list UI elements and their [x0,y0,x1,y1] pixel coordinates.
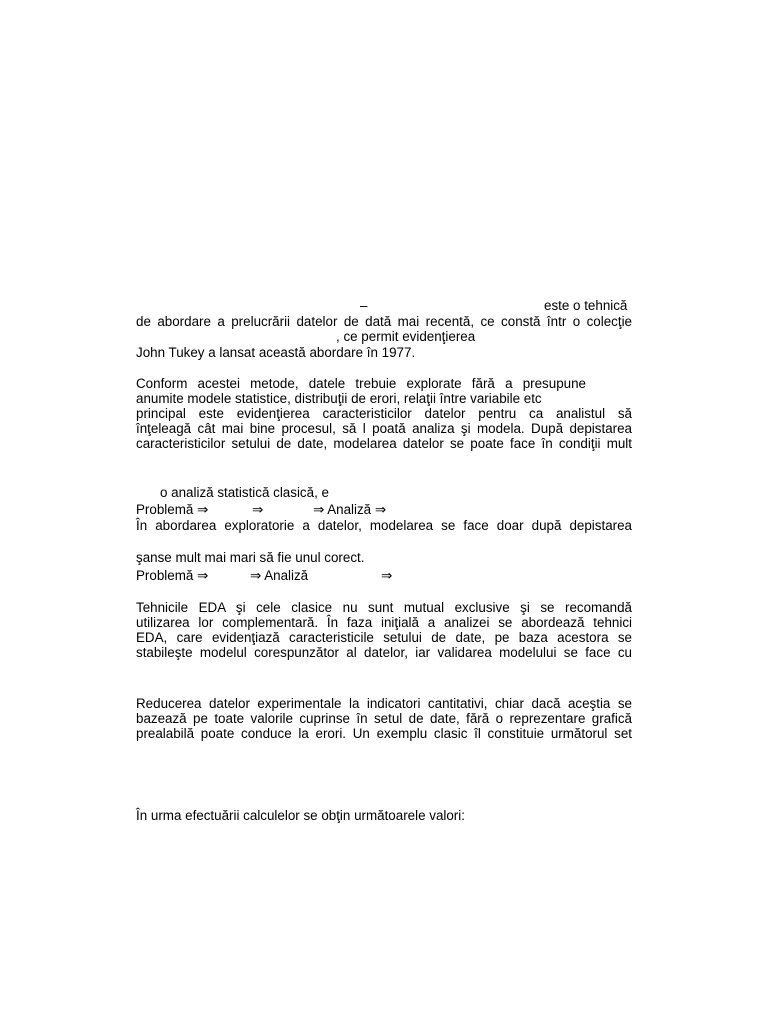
intro-line-3: , ce permit evidenţierea [336,329,476,344]
flow-analiza: ⇒ Analiză ⇒ [313,502,387,517]
dash-text: – [360,298,368,313]
eda-line-2: utilizarea lor complementară. În faza iniţială a analizei se abordează tehnici [136,615,632,630]
chances-line: şanse mult mai mari să fie unul corect. [136,550,365,565]
method-line-5: caracteristicilor setului de date, modelarea datelor se poate face în condiţii mult [136,436,632,451]
flow2-analiza: ⇒ Analiză [250,568,309,583]
eda-line-4: stabileşte modelul corespunzător al datelor, iar validarea modelului se face cu [136,645,632,660]
flow-arrow: ⇒ [252,502,264,517]
reduction-line-2: bazează pe toate valorile cuprinse în setul de date, fără o reprezentare grafică [136,711,632,726]
exploratory-line: În abordarea exploratorie a datelor, modelarea se face doar după depistarea [136,518,632,533]
classic-analysis-line: o analiză statistică clasică, e [160,485,329,500]
eda-line-3: EDA, care evidenţiază caracteristicile setului de date, pe baza acestora se [136,630,632,645]
reduction-line-1: Reducerea datelor experimentale la indicatori cantitativi, chiar dacă aceştia se [136,696,632,711]
results-line: În urma efectuării calculelor se obţin următoarele valori: [136,808,465,823]
eda-line-1: Tehnicile EDA şi cele clasice nu sunt mutual exclusive şi se recomandă [136,600,632,615]
intro-line-2: de abordare a prelucrării datelor de dată mai recentă, ce constă într o colecţie [136,314,632,329]
intro-line-4: John Tukey a lansat această abordare în 1977. [136,345,416,360]
method-line-3: principal este evidenţierea caracteristicilor datelor pentru ca analistul să [136,406,632,421]
method-line-4: înţeleagă cât mai bine procesul, să l poată analiza şi modela. După depistarea [136,421,632,436]
flow-problema: Problemă ⇒ [136,502,209,517]
reduction-line-3: prealabilă poate conduce la erori. Un exemplu clasic îl constituie următorul set [136,726,632,741]
flow2-arrow: ⇒ [381,568,393,583]
method-line-1: Conform acestei metode, datele trebuie explorate fără a presupune [136,376,586,391]
method-line-2: anumite modele statistice, distribuţii de erori, relaţii între variabile etc [136,391,542,406]
intro-line-tail: este o tehnică [544,298,628,313]
flow2-problema: Problemă ⇒ [136,568,209,583]
